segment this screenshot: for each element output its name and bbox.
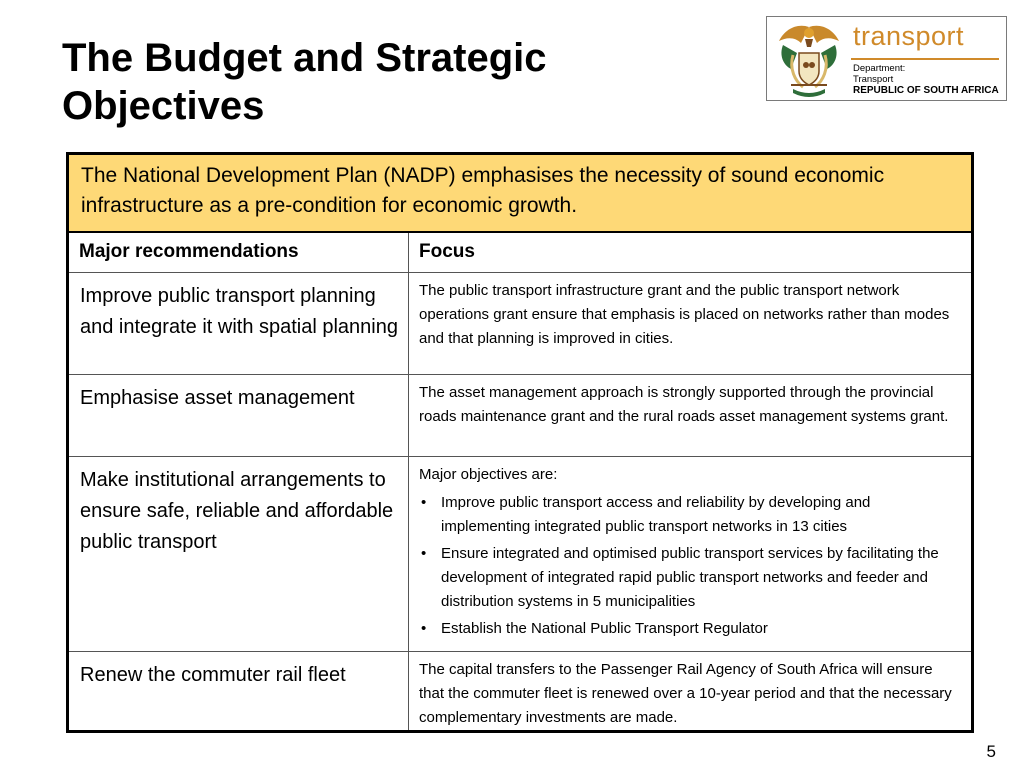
recommendations-table (66, 152, 974, 733)
logo-divider (851, 58, 999, 60)
recommendation-cell: Renew the commuter rail fleet (68, 651, 409, 731)
page-number: 5 (986, 742, 996, 761)
slide-title-line1: The Budget and Strategic (62, 36, 547, 80)
list-item: • Improve public transport access and reliability by developing and implementing integrated public transport networks in 13 cities (419, 491, 961, 539)
recommendation-cell: Make institutional arrangements to ensure safe, reliable and affordable public transport (68, 456, 409, 651)
focus-intro: Major objectives are: (419, 465, 558, 483)
recommendation-cell: Improve public transport planning and integrate it with spatial planning (68, 272, 409, 374)
focus-cell: The public transport infrastructure grant and the public transport network operations grant ensure that emphasis is placed on networks rather than modes and that planning is improved in cities. (409, 272, 973, 374)
focus-cell (409, 456, 973, 651)
list-item: • Ensure integrated and optimised public transport services by facilitating the development of integrated rapid public transport networks and feeder and distribution systems in 5 municipalities (419, 542, 961, 614)
table-row (68, 651, 973, 731)
recommendation-cell: Emphasise asset management (68, 374, 409, 456)
logo-department-name: Transport (853, 74, 894, 85)
column-header-recommendations: Major recommendations (68, 232, 409, 272)
table-row (68, 456, 973, 651)
table-intro: The National Development Plan (NADP) emphasises the necessity of sound economic infrastructure as a pre-condition for economic growth. (68, 154, 973, 233)
objectives-list (419, 491, 961, 641)
logo-department-label: Department: (853, 63, 906, 74)
table-row (68, 374, 973, 456)
list-item: • Establish the National Public Transport Regulator (419, 617, 961, 641)
logo-brand-text: transport (853, 21, 965, 51)
south-africa-coat-of-arms-icon (769, 19, 849, 99)
logo-country-name: REPUBLIC OF SOUTH AFRICA (853, 85, 999, 96)
department-logo (766, 16, 1007, 101)
focus-cell: The capital transfers to the Passenger Rail Agency of South Africa will ensure that the commuter fleet is renewed over a 10-year period and that the necessary complementary investments are made. (409, 651, 973, 731)
focus-cell: The asset management approach is strongly supported through the provincial roads maintenance grant and the rural roads asset management systems grant. (409, 374, 973, 456)
column-header-focus: Focus (409, 232, 973, 272)
slide-title-line2: Objectives (62, 84, 265, 128)
table-row (68, 272, 973, 374)
slide-title (62, 34, 547, 130)
table-header-row (68, 232, 973, 272)
